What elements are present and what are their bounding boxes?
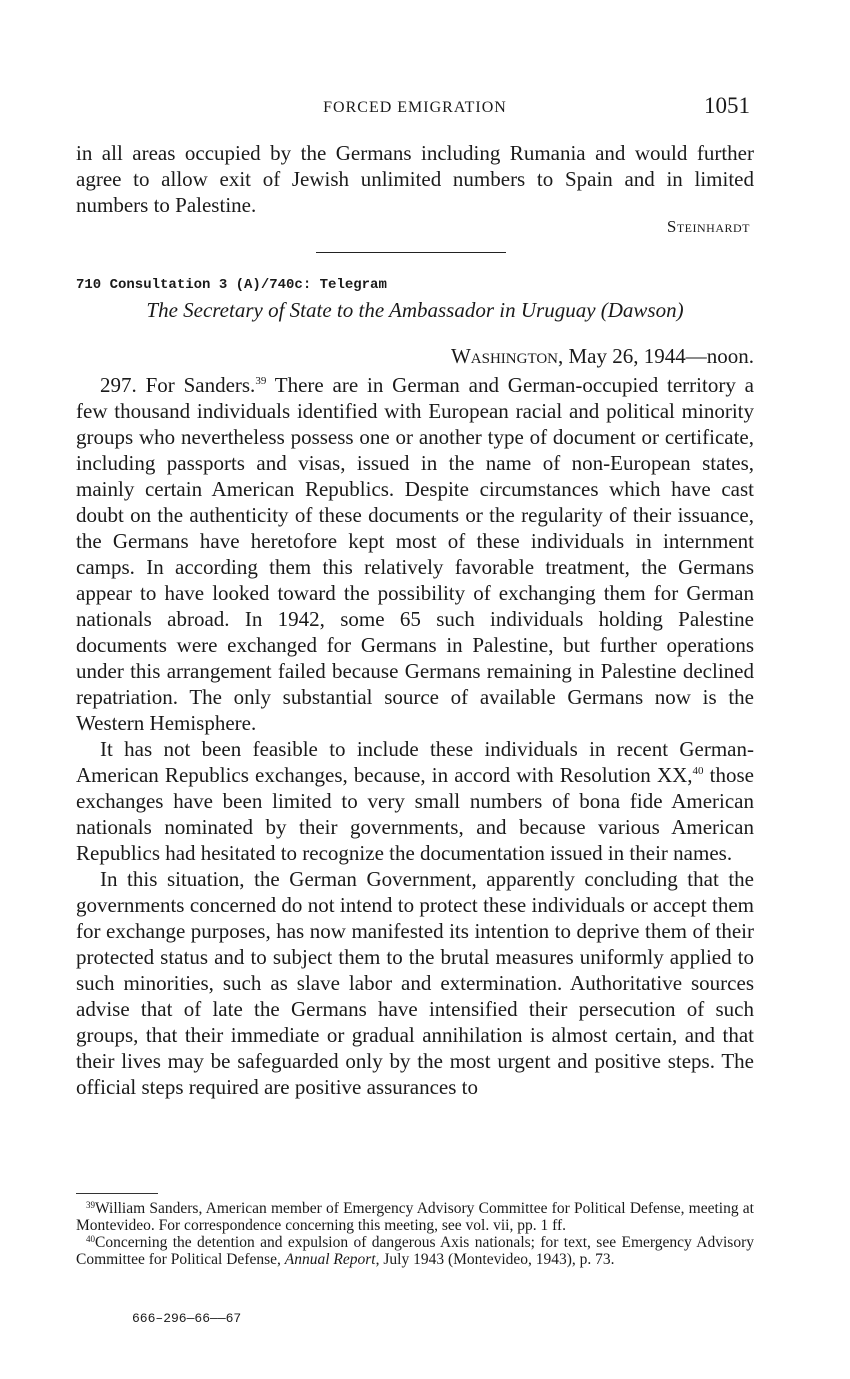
footnote-39-text: William Sanders, American member of Emergency Advisory Committee for Political Defense, meeting at Montevideo. For correspondence concerning this meeting, see vol. vii, pp. 1 ff. bbox=[76, 1200, 754, 1234]
footnote-divider bbox=[76, 1193, 158, 1194]
footnote-ref-39[interactable]: 39 bbox=[255, 375, 267, 387]
continued-paragraph: in all areas occupied by the Germans including Rumania and would further agree to allow exit of Jewish unlimited numbers to Spain and in limited numbers to Palestine. bbox=[76, 141, 754, 217]
paragraph-1-lead: 297. For Sanders. bbox=[100, 373, 256, 397]
page-number: 1051 bbox=[704, 93, 750, 118]
running-title: FORCED EMIGRATION bbox=[323, 99, 507, 116]
footnote-39 bbox=[76, 1200, 754, 1234]
section-divider bbox=[316, 252, 506, 253]
paragraph-2 bbox=[76, 736, 754, 866]
telegram-body bbox=[76, 372, 754, 1100]
footnote-40-number: 40 bbox=[86, 1234, 95, 1244]
print-code: 666–296—66——67 bbox=[132, 1311, 242, 1326]
footnotes bbox=[76, 1200, 754, 1268]
footnote-ref-40[interactable]: 40 bbox=[692, 765, 704, 777]
footnote-40-text-post: , July 1943 (Montevideo, 1943), p. 73. bbox=[375, 1251, 615, 1268]
document-title: The Secretary of State to the Ambassador in Uruguay (Dawson) bbox=[146, 298, 684, 322]
paragraph-2-lead: It has not been feasible to include these individuals in recent German-American Republics exchanges, because, in accord with Resolution XX, bbox=[76, 737, 754, 787]
footnote-40-text-pre: Concerning the detention and expulsion of dangerous Axis nationals; for text, see Emergency Advisory Committee for Political Defense, bbox=[76, 1234, 754, 1268]
file-reference: 710 Consultation 3 (A)/740c: Telegram bbox=[76, 277, 387, 293]
dateline-date: , May 26, 1944—noon. bbox=[558, 344, 754, 368]
paragraph-1-text: There are in German and German-occupied territory a few thousand individuals identified with European racial and political minority groups who nevertheless possess one or another type of document or certificate, including passports and visas, issued in the name of non-European states, mainly certain American Republics. Despite circumstances which have cast doubt on the authenticity of these documents or the regularity of their issuance, the Germans have heretofore kept most of these individuals in internment camps. In according them this relatively favorable treatment, the Germans appear to have looked toward the possibility of exchanging them for German nationals abroad. In 1942, some 65 such individuals holding Palestine documents were exchanged for Germans in Palestine, but further operations under this arrangement failed because Germans remaining in Palestine declined repatriation. The only substantial source of available Germans now is the Western Hemisphere. bbox=[76, 373, 754, 735]
paragraph-3: In this situation, the German Government, apparently concluding that the governments concerned do not intend to protect these individuals or accept them for exchange purposes, has now manifested its intention to deprive them of their protected status and to subject them to the brutal measures uniformly applied to such minorities, such as slave labor and extermination. Authoritative sources advise that of late the Germans have intensified their persecution of such groups, that their immediate or gradual annihilation is almost certain, and that their lives may be safeguarded only by the most urgent and positive steps. The official steps required are positive assurances to bbox=[76, 867, 754, 1099]
footnote-40 bbox=[76, 1234, 754, 1268]
footnote-39-number: 39 bbox=[86, 1200, 95, 1210]
footnote-40-italic-title: Annual Report bbox=[284, 1251, 376, 1268]
document-page bbox=[76, 0, 754, 1379]
paragraph-2-text: those exchanges have been limited to very small numbers of bona fide American nationals nominated by their governments, and because various American Republics had hesitated to recognize the documentation issued in their names. bbox=[76, 763, 754, 865]
running-header bbox=[76, 95, 754, 121]
dateline-place: Washington bbox=[450, 344, 558, 368]
paragraph-1 bbox=[76, 372, 754, 736]
signature: Steinhardt bbox=[666, 217, 750, 236]
dateline bbox=[451, 344, 754, 369]
